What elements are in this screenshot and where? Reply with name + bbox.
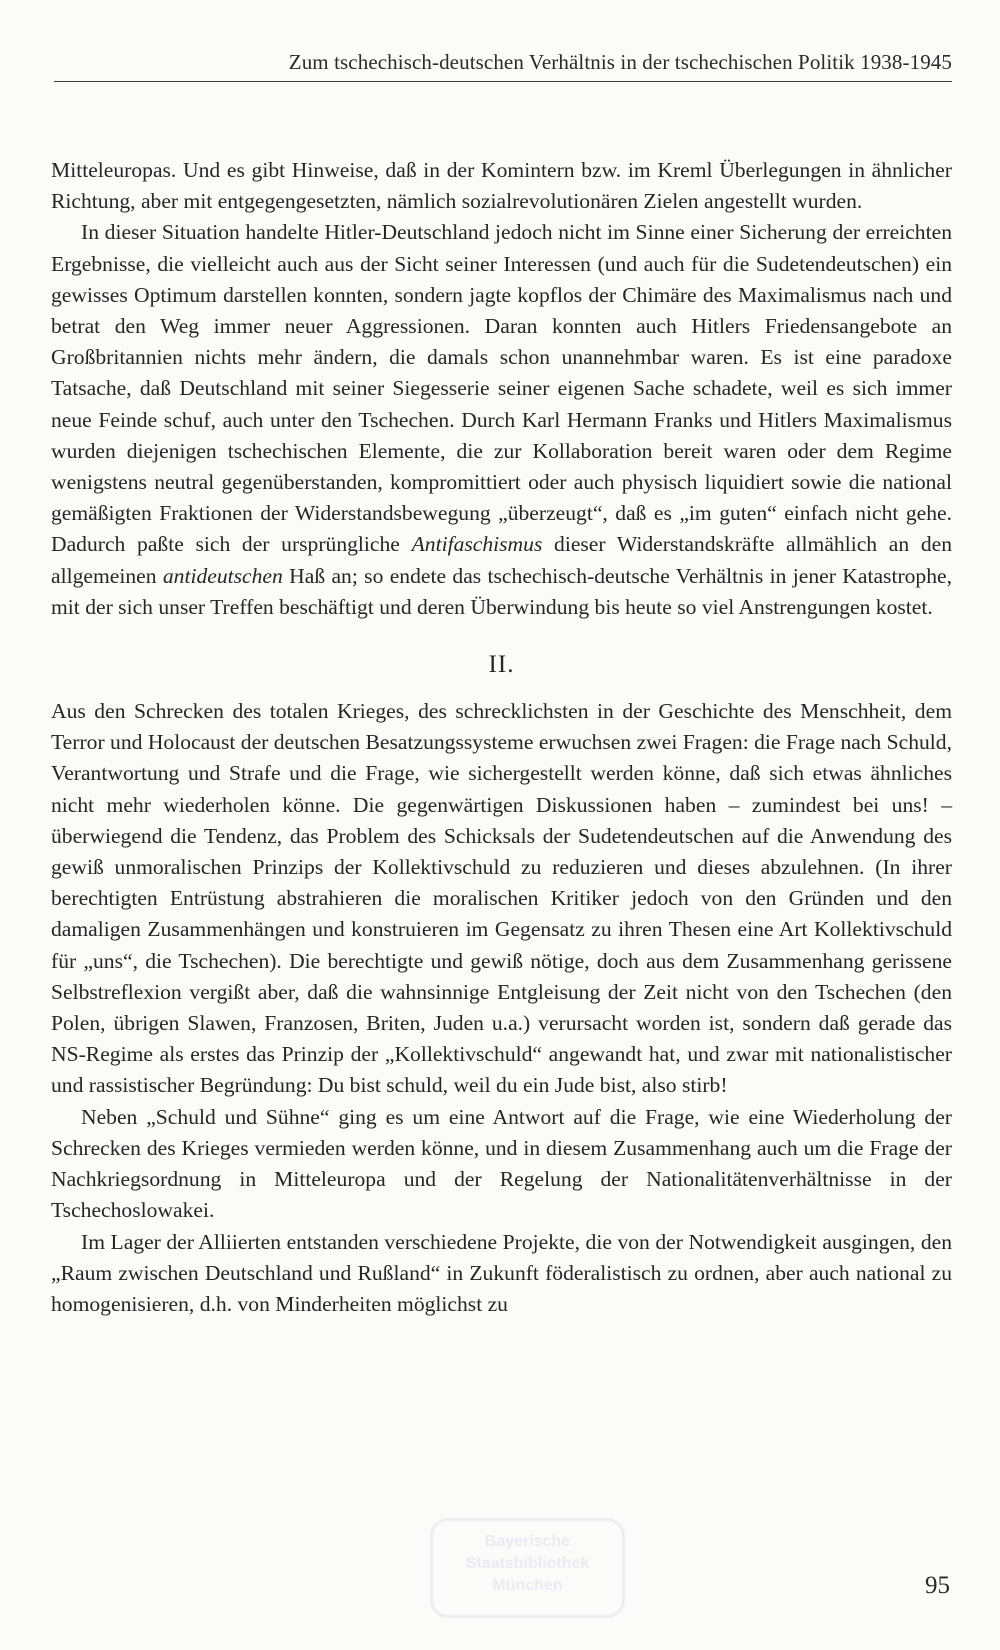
section-one-text bbox=[51, 155, 952, 623]
emphasis-text: antideutschen bbox=[162, 563, 283, 588]
text-run: dieser Widerstandskräfte allmählich an den allgemeinen bbox=[51, 532, 952, 588]
stamp-line: Bayerische bbox=[484, 1533, 571, 1550]
text-run: Haß an; so endete das tschechisch-deutsche Verhältnis in jener Katastrophe, mit der sich unser Treffen beschäftigt und deren Überwindung bis heute so viel Anstrengungen kostet. bbox=[51, 563, 953, 619]
paragraph bbox=[51, 155, 952, 217]
text-run: Im Lager der Alliierten entstanden verschiedene Projekte, die von der Notwendigkeit ausgingen, den „Raum zwischen Deutschland und Rußland“ in Zukunft föderalistisch zu ordnen, aber auch national zu homogenisieren, d.h. von Minderheiten möglichst zu bbox=[51, 1229, 952, 1316]
library-stamp bbox=[430, 1518, 625, 1618]
text-run: Aus den Schrecken des totalen Krieges, des schrecklichsten in der Geschichte des Menschheit, dem Terror und Holocaust der deutschen Besatzungssysteme erwuchsen zwei Fragen: die Frage nach Schuld, Verantwortung und Strafe und die Frage, wie sichergestellt werden könne, daß sich etwas ähnliches nicht mehr wiederholen könne. Die gegenwärtigen Diskussionen haben – zumindest bei uns! – überwiegend die Tendenz, das Problem des Schicksals der Sudetendeutschen auf die Anwendung des gewiß unmoralischen Prinzips der Kollektivschuld zu reduzieren und dieses abzulehnen. (In ihrer berechtigten Entrüstung abstrahieren die moralischen Kritiker jedoch von den Gründen und den damaligen Zusammenhängen und konstruieren im Gegensatz zu ihren Thesen eine Art Kollektivschuld für „uns“, die Tschechen). Die berechtigte und gewiß nötige, doch aus dem Zusammenhang gerissene Selbstreflexion vergißt aber, daß die wahnsinnige Entgleisung der Zeit nicht von den Tschechen (den Polen, übrigen Slawen, Franzosen, Briten, Juden u.a.) verursacht worden ist, sondern daß gerade das NS-Regime als erstes das Prinzip der „Kollektivschuld“ angewandt hat, und zwar mit nationalistischer und rassistischer Begründung: Du bist schuld, weil du ein Jude bist, also stirb! bbox=[51, 699, 952, 1098]
body-text bbox=[51, 155, 952, 1320]
paragraph bbox=[51, 1102, 952, 1227]
text-run: Neben „Schuld und Sühne“ ging es um eine Antwort auf die Frage, wie eine Wiederholung der Schrecken des Krieges vermieden werden könne, und in diesem Zusammenhang auch um die Frage der Nachkriegsordnung in Mitteleuropa und der Regelung der Nationalitätenverhältnisse in der Tschechoslowakei. bbox=[51, 1104, 952, 1223]
paragraph bbox=[51, 1227, 952, 1321]
text-run: Mitteleuropas. Und es gibt Hinweise, daß in der Komintern bzw. im Kreml Überlegungen in ähnlicher Richtung, aber mit entgegengesetzten, nämlich sozialrevolutionären Zielen angestellt wurden. bbox=[51, 158, 952, 214]
emphasis-text: Antifaschismus bbox=[411, 532, 543, 557]
paragraph bbox=[51, 696, 952, 1102]
text-run: In dieser Situation handelte Hitler-Deutschland jedoch nicht im Sinne einer Sicherung der erreichten Ergebnisse, die vielleicht auch aus der Sicht seiner Interessen (und auch für die Sudetendeutschen) ein gewisses Optimum darstellen konnten, sondern jagte kopflos der Chimäre des Maximalismus nach und betrat den Weg immer neuer Aggressionen. Daran konnten auch Hitlers Friedensangebote an Großbritannien nichts mehr ändern, die damals schon unannehmbar waren. Es ist eine paradoxe Tatsache, daß Deutschland mit seiner Siegesserie seiner eigenen Sache schadete, weil es sich immer neue Feinde schuf, auch unter den Tschechen. Durch Karl Hermann Franks und Hitlers Maximalismus wurden diejenigen tschechischen Elemente, die zur Kollaboration bereit waren oder dem Regime wenigstens neutral gegenüberstanden, kompromittiert oder auch physisch liquidiert sowie die national gemäßigten Fraktionen der Widerstandsbewegung „überzeugt“, daß es „im guten“ einfach nicht gehe. Dadurch paßte sich der ursprüngliche bbox=[51, 220, 952, 557]
paragraph bbox=[51, 217, 952, 623]
page-number: 95 bbox=[925, 1572, 950, 1599]
section-two-text bbox=[51, 696, 952, 1320]
running-head: Zum tschechisch-deutschen Verhältnis in der tschechischen Politik 1938-1945 bbox=[54, 50, 952, 82]
stamp-line: München bbox=[492, 1577, 563, 1594]
section-heading: II. bbox=[488, 651, 515, 679]
stamp-line: Staatsbibliothek bbox=[465, 1555, 590, 1572]
